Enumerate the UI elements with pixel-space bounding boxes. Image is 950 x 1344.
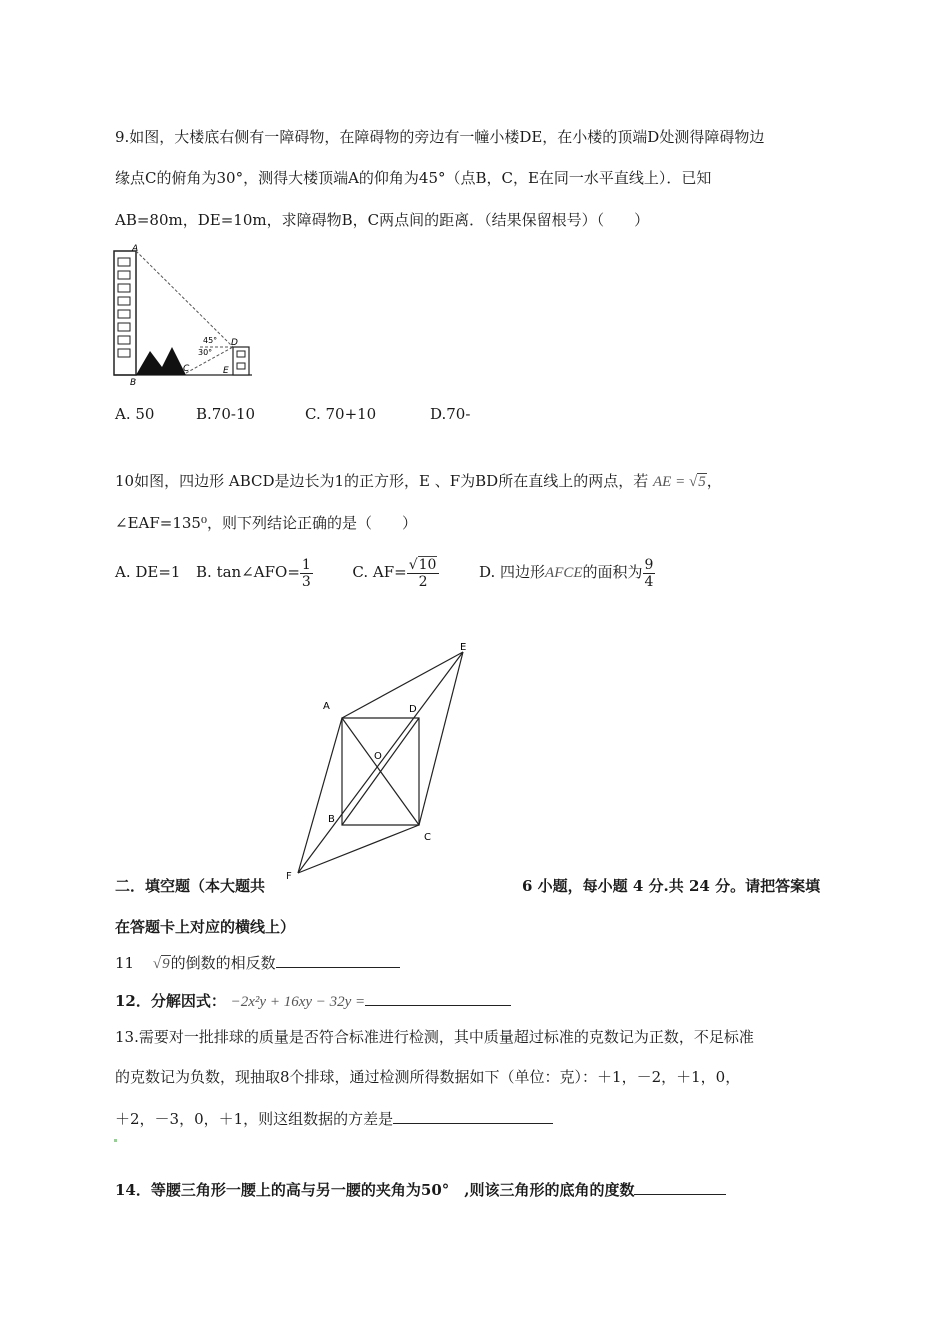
q11-answer-blank[interactable] [276, 952, 400, 968]
q10-d-den: 4 [644, 573, 654, 590]
q12-answer-blank[interactable] [365, 990, 511, 1006]
fig-label-O: O [374, 751, 382, 762]
q10-line1: 10如图，四边形 ABCD是边长为1的正方形，E 、F为BD所在直线上的两点，若 AE = √5， [115, 472, 722, 490]
angle-30: 30° [198, 348, 213, 357]
section2-title-right: 6 小题，每小题 4 分.共 24 分。请把答案填 [522, 877, 821, 895]
angle-45: 45° [203, 336, 218, 345]
q10-d-num: 9 [644, 556, 654, 573]
q10-option-c: C. AF= [352, 563, 407, 581]
q13-line2: 的克数记为负数，现抽取8个排球，通过检测所得数据如下（单位：克）：＋1，－2，＋1，0， [115, 1068, 741, 1086]
q13-line3 [115, 1108, 553, 1129]
q10-b-num: 1 [301, 556, 311, 573]
label-B: B [130, 378, 137, 388]
section2-line2: 在答题卡上对应的横线上） [115, 918, 296, 936]
q9-line3: AB=80m，DE=10m，求障碍物B，C两点间的距离．（结果保留根号）（ ） [115, 211, 650, 229]
q14 [115, 1179, 726, 1200]
q9-option-b: B.70-10 [196, 405, 256, 423]
q11: 11 √9的倒数的相反数 [115, 952, 400, 974]
q13-line3-text: ＋2，－3，0，＋1，则这组数据的方差是 [115, 1110, 394, 1128]
q12-prefix: 12．分解因式： [115, 992, 226, 1010]
fig-label-D: D [409, 704, 417, 715]
q11-text: 的倒数的相反数 [170, 954, 276, 972]
q10-option-b: B. tan∠AFO= [196, 563, 300, 581]
q11-prefix: 11 [115, 954, 135, 972]
fig-label-F: F [286, 871, 292, 882]
fig-label-B: B [328, 814, 335, 825]
q10-line1-end: ， [706, 472, 722, 490]
q10-option-d: D. 四边形 [479, 563, 546, 581]
section2-title-left: 二．填空题（本大题共 [115, 877, 266, 895]
q9-option-c: C. 70+10 [305, 405, 377, 423]
label-C: C [183, 364, 190, 374]
q9-line2: 缘点C的俯角为30°，测得大楼顶端A的仰角为45°（点B，C，E在同一水平直线上）．已知 [115, 169, 712, 187]
q13-line1: 13.需要对一批排球的质量是否符合标准进行检测，其中质量超过标准的克数记为正数，不足标准 [115, 1028, 754, 1046]
q12-expr: −2x²y + 16xy − 32y = [230, 994, 366, 1010]
q14-text: 14．等腰三角形一腰上的高与另一腰的夹角为50° ,则该三角形的底角的度数 [115, 1181, 635, 1199]
obstacle [136, 347, 186, 375]
q9-option-a: A. 50 [115, 405, 155, 423]
fig-label-C: C [424, 832, 431, 843]
label-D: D [231, 338, 238, 348]
small-mark [114, 1139, 117, 1142]
label-E: E [223, 366, 229, 376]
q11-sqrt: 9 [162, 956, 170, 972]
q10-line2: ∠EAF=135⁰，则下列结论正确的是（ ） [115, 514, 417, 532]
fig-label-E: E [460, 642, 467, 653]
q9-line1: 9.如图，大楼底右侧有一障碍物，在障碍物的旁边有一幢小楼DE，在小楼的顶端D处测得障碍物边 [115, 128, 765, 146]
label-A: A [132, 244, 139, 254]
q10-ae-math: AE = [653, 474, 689, 490]
q10-options: A. DE=1 B. tan∠AFO= $\frac{1}{3}$ C. AF= $\frac{√10}{2}$ D. 四边形AFCE的面积为 $\frac{9}{4}$ [115, 556, 654, 590]
q10-option-a: A. DE=1 [115, 563, 181, 581]
q10-d-post: 的面积为 [582, 563, 643, 581]
q10-ae-sqrt: 5 [698, 474, 706, 490]
q10-b-den: 3 [301, 573, 311, 590]
q14-answer-blank[interactable] [634, 1179, 726, 1195]
q10-c-den: 2 [418, 573, 428, 590]
q13-answer-blank[interactable] [393, 1108, 553, 1124]
q12 [115, 990, 511, 1012]
q10-line1-text: 10如图，四边形 ABCD是边长为1的正方形，E 、F为BD所在直线上的两点，若 [115, 472, 649, 490]
fig-label-A: A [323, 701, 330, 712]
q9-figure [108, 243, 258, 388]
q10-c-num: 10 [418, 556, 437, 573]
q10-figure [280, 635, 480, 885]
q10-d-math: AFCE [545, 565, 583, 581]
q9-option-d: D.70- [430, 405, 471, 423]
